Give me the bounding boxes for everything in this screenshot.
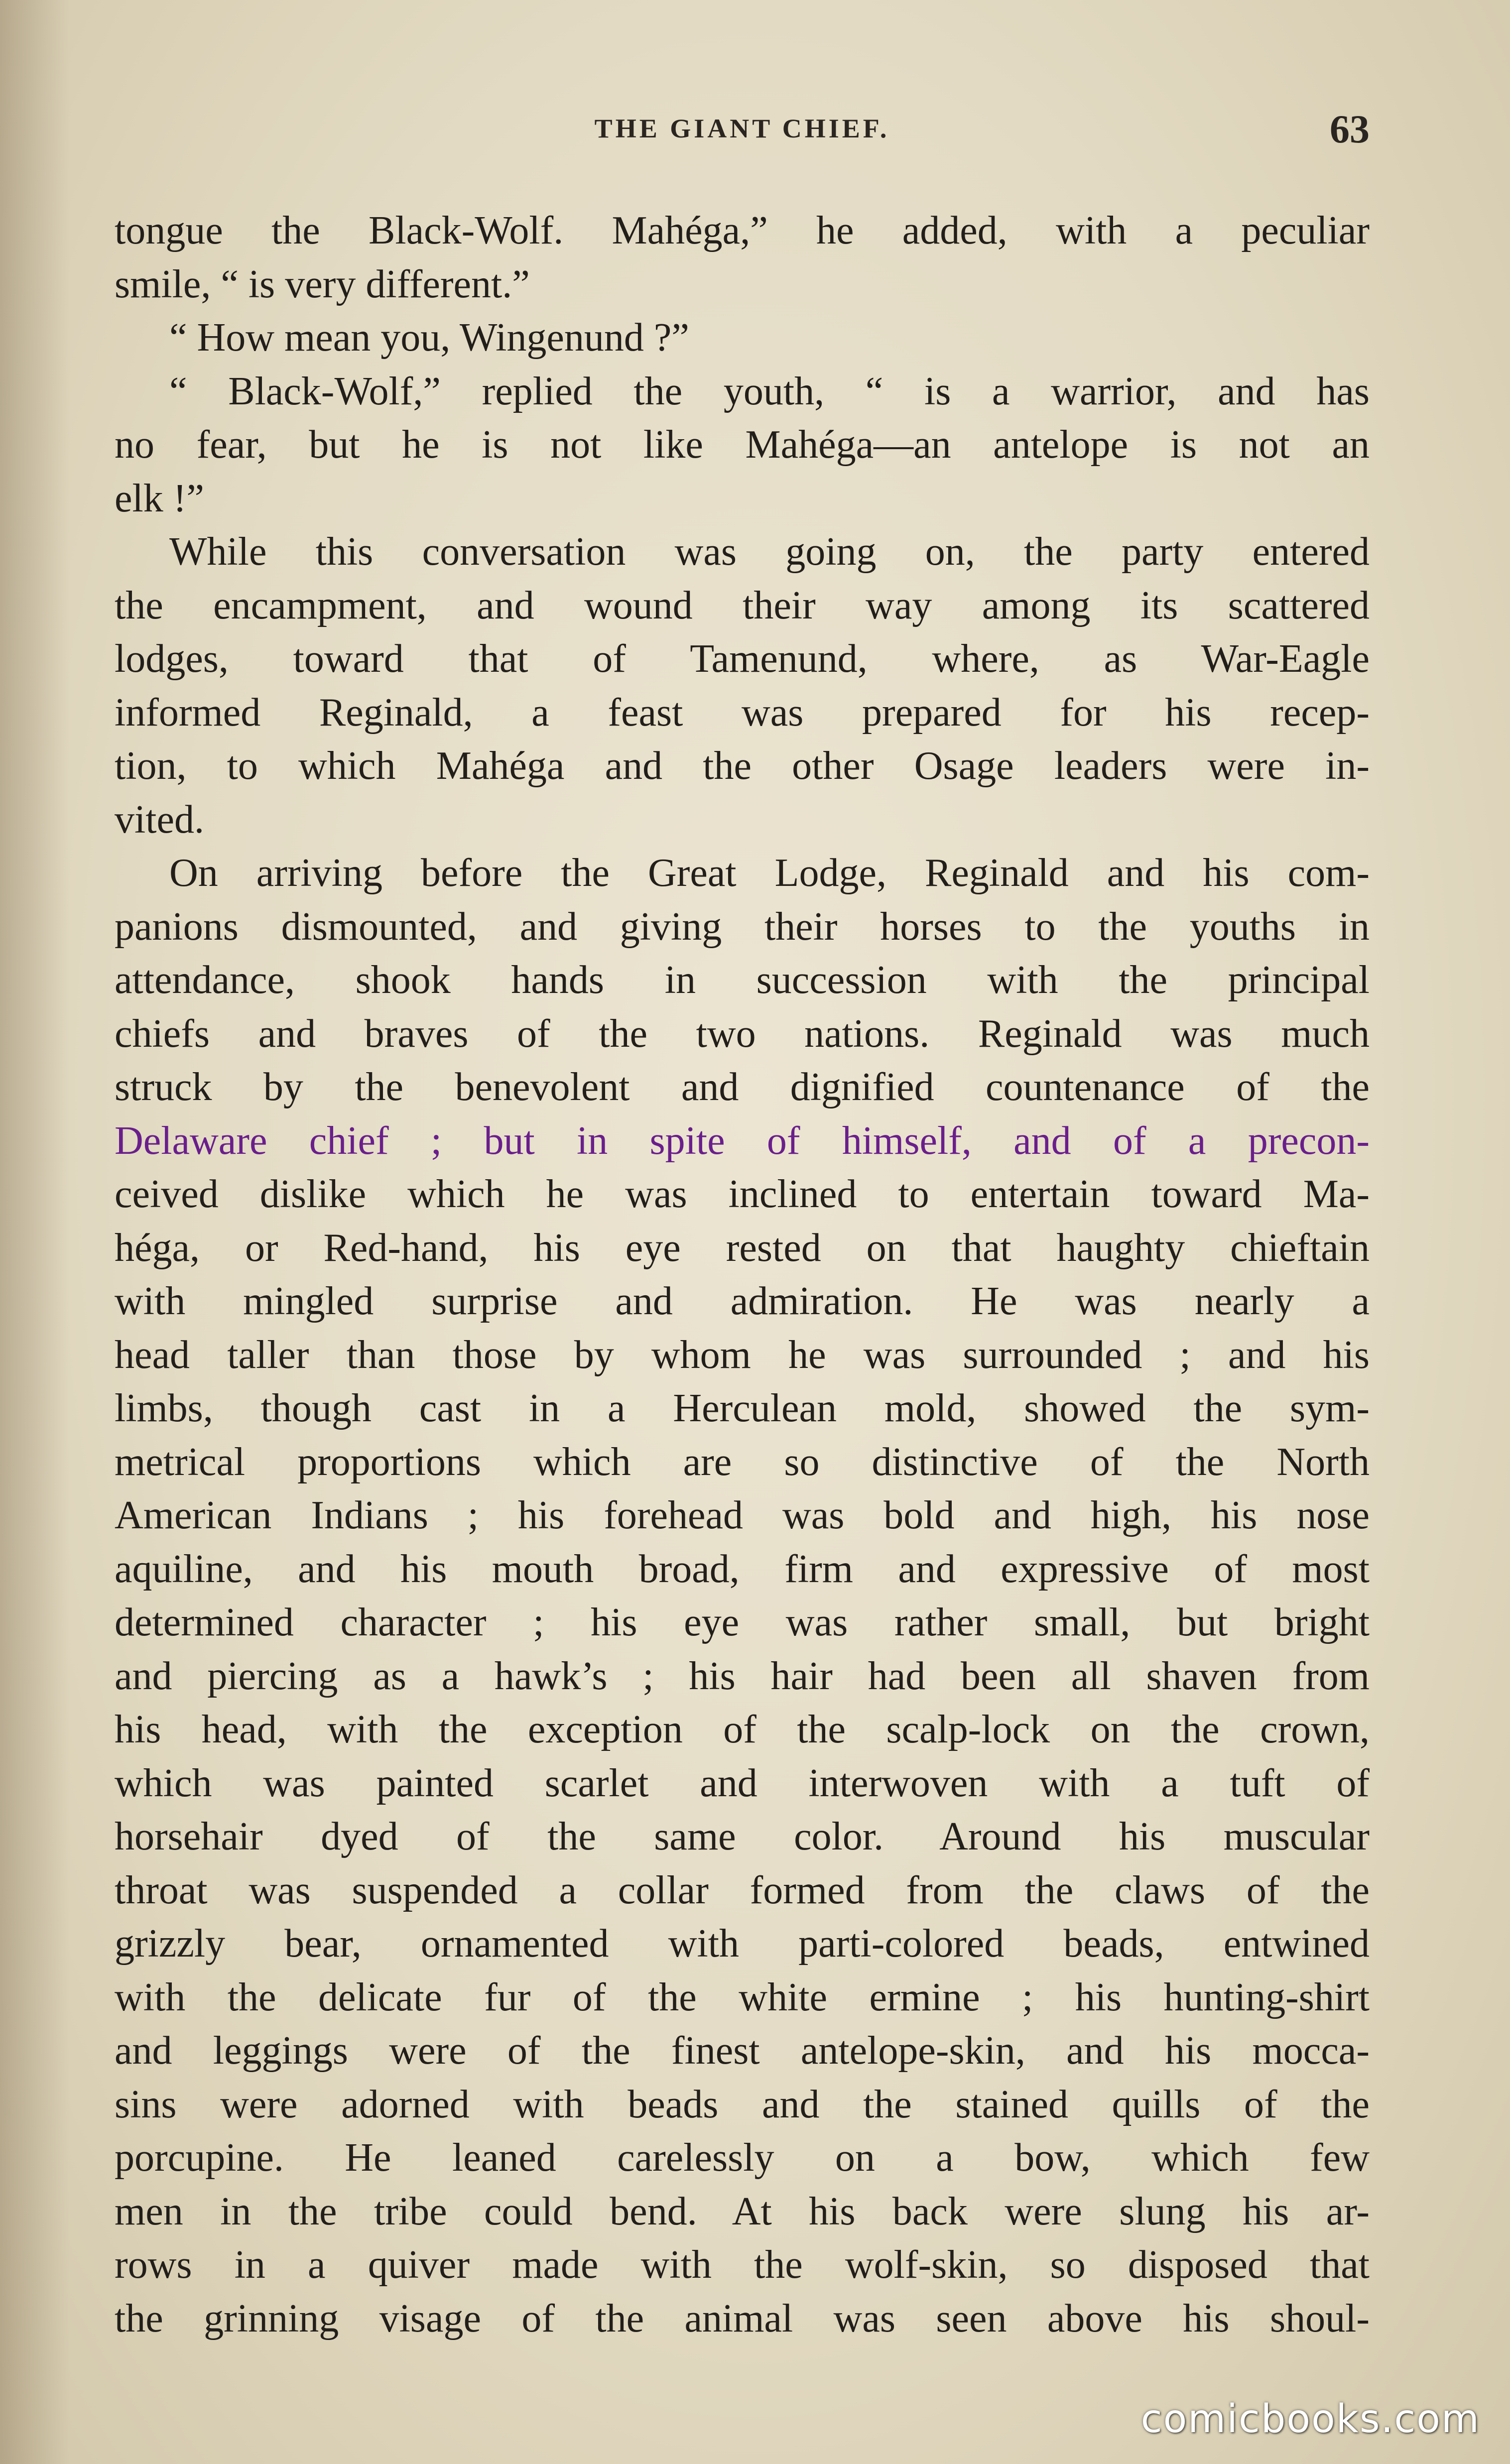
text-line: and leggings were of the finest antelope-skin, and his mocca- [115, 2029, 1370, 2073]
text-line: rows in a quiver made with the wolf-skin, so disposed that [115, 2243, 1370, 2287]
text-line: and piercing as a hawk’s ; his hair had been all shaven from [115, 1654, 1370, 1698]
text-line: throat was suspended a collar formed from the claws of the [115, 1868, 1370, 1912]
text-line: grizzly bear, ornamented with parti-colored beads, entwined [115, 1922, 1370, 1966]
text-line: héga, or Red-hand, his eye rested on that haughty chieftain [115, 1226, 1370, 1270]
text-line: horsehair dyed of the same color. Around his muscular [115, 1815, 1370, 1858]
text-line: American Indians ; his forehead was bold and high, his nose [115, 1493, 1370, 1537]
text-line: the grinning visage of the animal was seen above his shoul- [115, 2296, 1370, 2341]
running-title: THE GIANT CHIEF. [594, 114, 890, 143]
text-line: chiefs and braves of the two nations. Reginald was much [115, 1011, 1370, 1056]
text-line: smile, “ is very different.” [115, 262, 530, 306]
text-line: informed Reginald, a feast was prepared for his recep- [115, 690, 1370, 735]
text-line: “ Black-Wolf,” replied the youth, “ is a warrior, and has [169, 369, 1370, 413]
page-number: 63 [1330, 108, 1370, 151]
text-line: Delaware chief ; but in spite of himself, and of a precon- [115, 1118, 1370, 1163]
text-line: aquiline, and his mouth broad, firm and expressive of most [115, 1547, 1370, 1591]
text-line: While this conversation was going on, the party entered [169, 530, 1370, 574]
text-line: limbs, though cast in a Herculean mold, showed the sym- [115, 1386, 1370, 1430]
text-line: lodges, toward that of Tamenund, where, as War-Eagle [115, 637, 1370, 681]
text-line: vited. [115, 797, 204, 842]
text-line: head taller than those by whom he was surrounded ; and his [115, 1333, 1370, 1377]
text-line: no fear, but he is not like Mahéga—an antelope is not an [115, 423, 1370, 467]
text-line: porcupine. He leaned carelessly on a bow, which few [115, 2136, 1370, 2180]
text-line: determined character ; his eye was rather small, but bright [115, 1601, 1370, 1644]
text-line: elk !” [115, 476, 204, 520]
text-line: struck by the benevolent and dignified countenance of the [115, 1065, 1370, 1109]
text-line: tion, to which Mahéga and the other Osage leaders were in- [115, 744, 1370, 788]
text-line: men in the tribe could bend. At his back were slung his ar- [115, 2189, 1370, 2233]
text-line: his head, with the exception of the scalp-lock on the crown, [115, 1708, 1370, 1751]
page-edge-shadow [0, 0, 70, 2464]
text-line: ceived dislike which he was inclined to entertain toward Ma- [115, 1172, 1370, 1216]
text-line: metrical proportions which are so distinctive of the North [115, 1440, 1370, 1484]
text-line: “ How mean you, Wingenund ?” [169, 316, 689, 360]
text-line: sins were adorned with beads and the stained quills of the [115, 2082, 1370, 2126]
text-line: attendance, shook hands in succession with the principal [115, 958, 1370, 1002]
text-line: with the delicate fur of the white ermine ; his hunting-shirt [115, 1975, 1370, 2019]
text-line: tongue the Black-Wolf. Mahéga,” he added, with a peculiar [115, 209, 1370, 252]
watermark: comicbooks.com [1140, 2397, 1480, 2442]
body-text [115, 204, 1370, 2345]
text-line: the encampment, and wound their way among its scattered [115, 583, 1370, 627]
text-line: which was painted scarlet and interwoven with a tuft of [115, 1761, 1370, 1805]
text-line: On arriving before the Great Lodge, Reginald and his com- [169, 851, 1370, 895]
text-line: panions dismounted, and giving their horses to the youths in [115, 904, 1370, 949]
text-line: with mingled surprise and admiration. He was nearly a [115, 1279, 1370, 1323]
running-header [115, 107, 1370, 157]
